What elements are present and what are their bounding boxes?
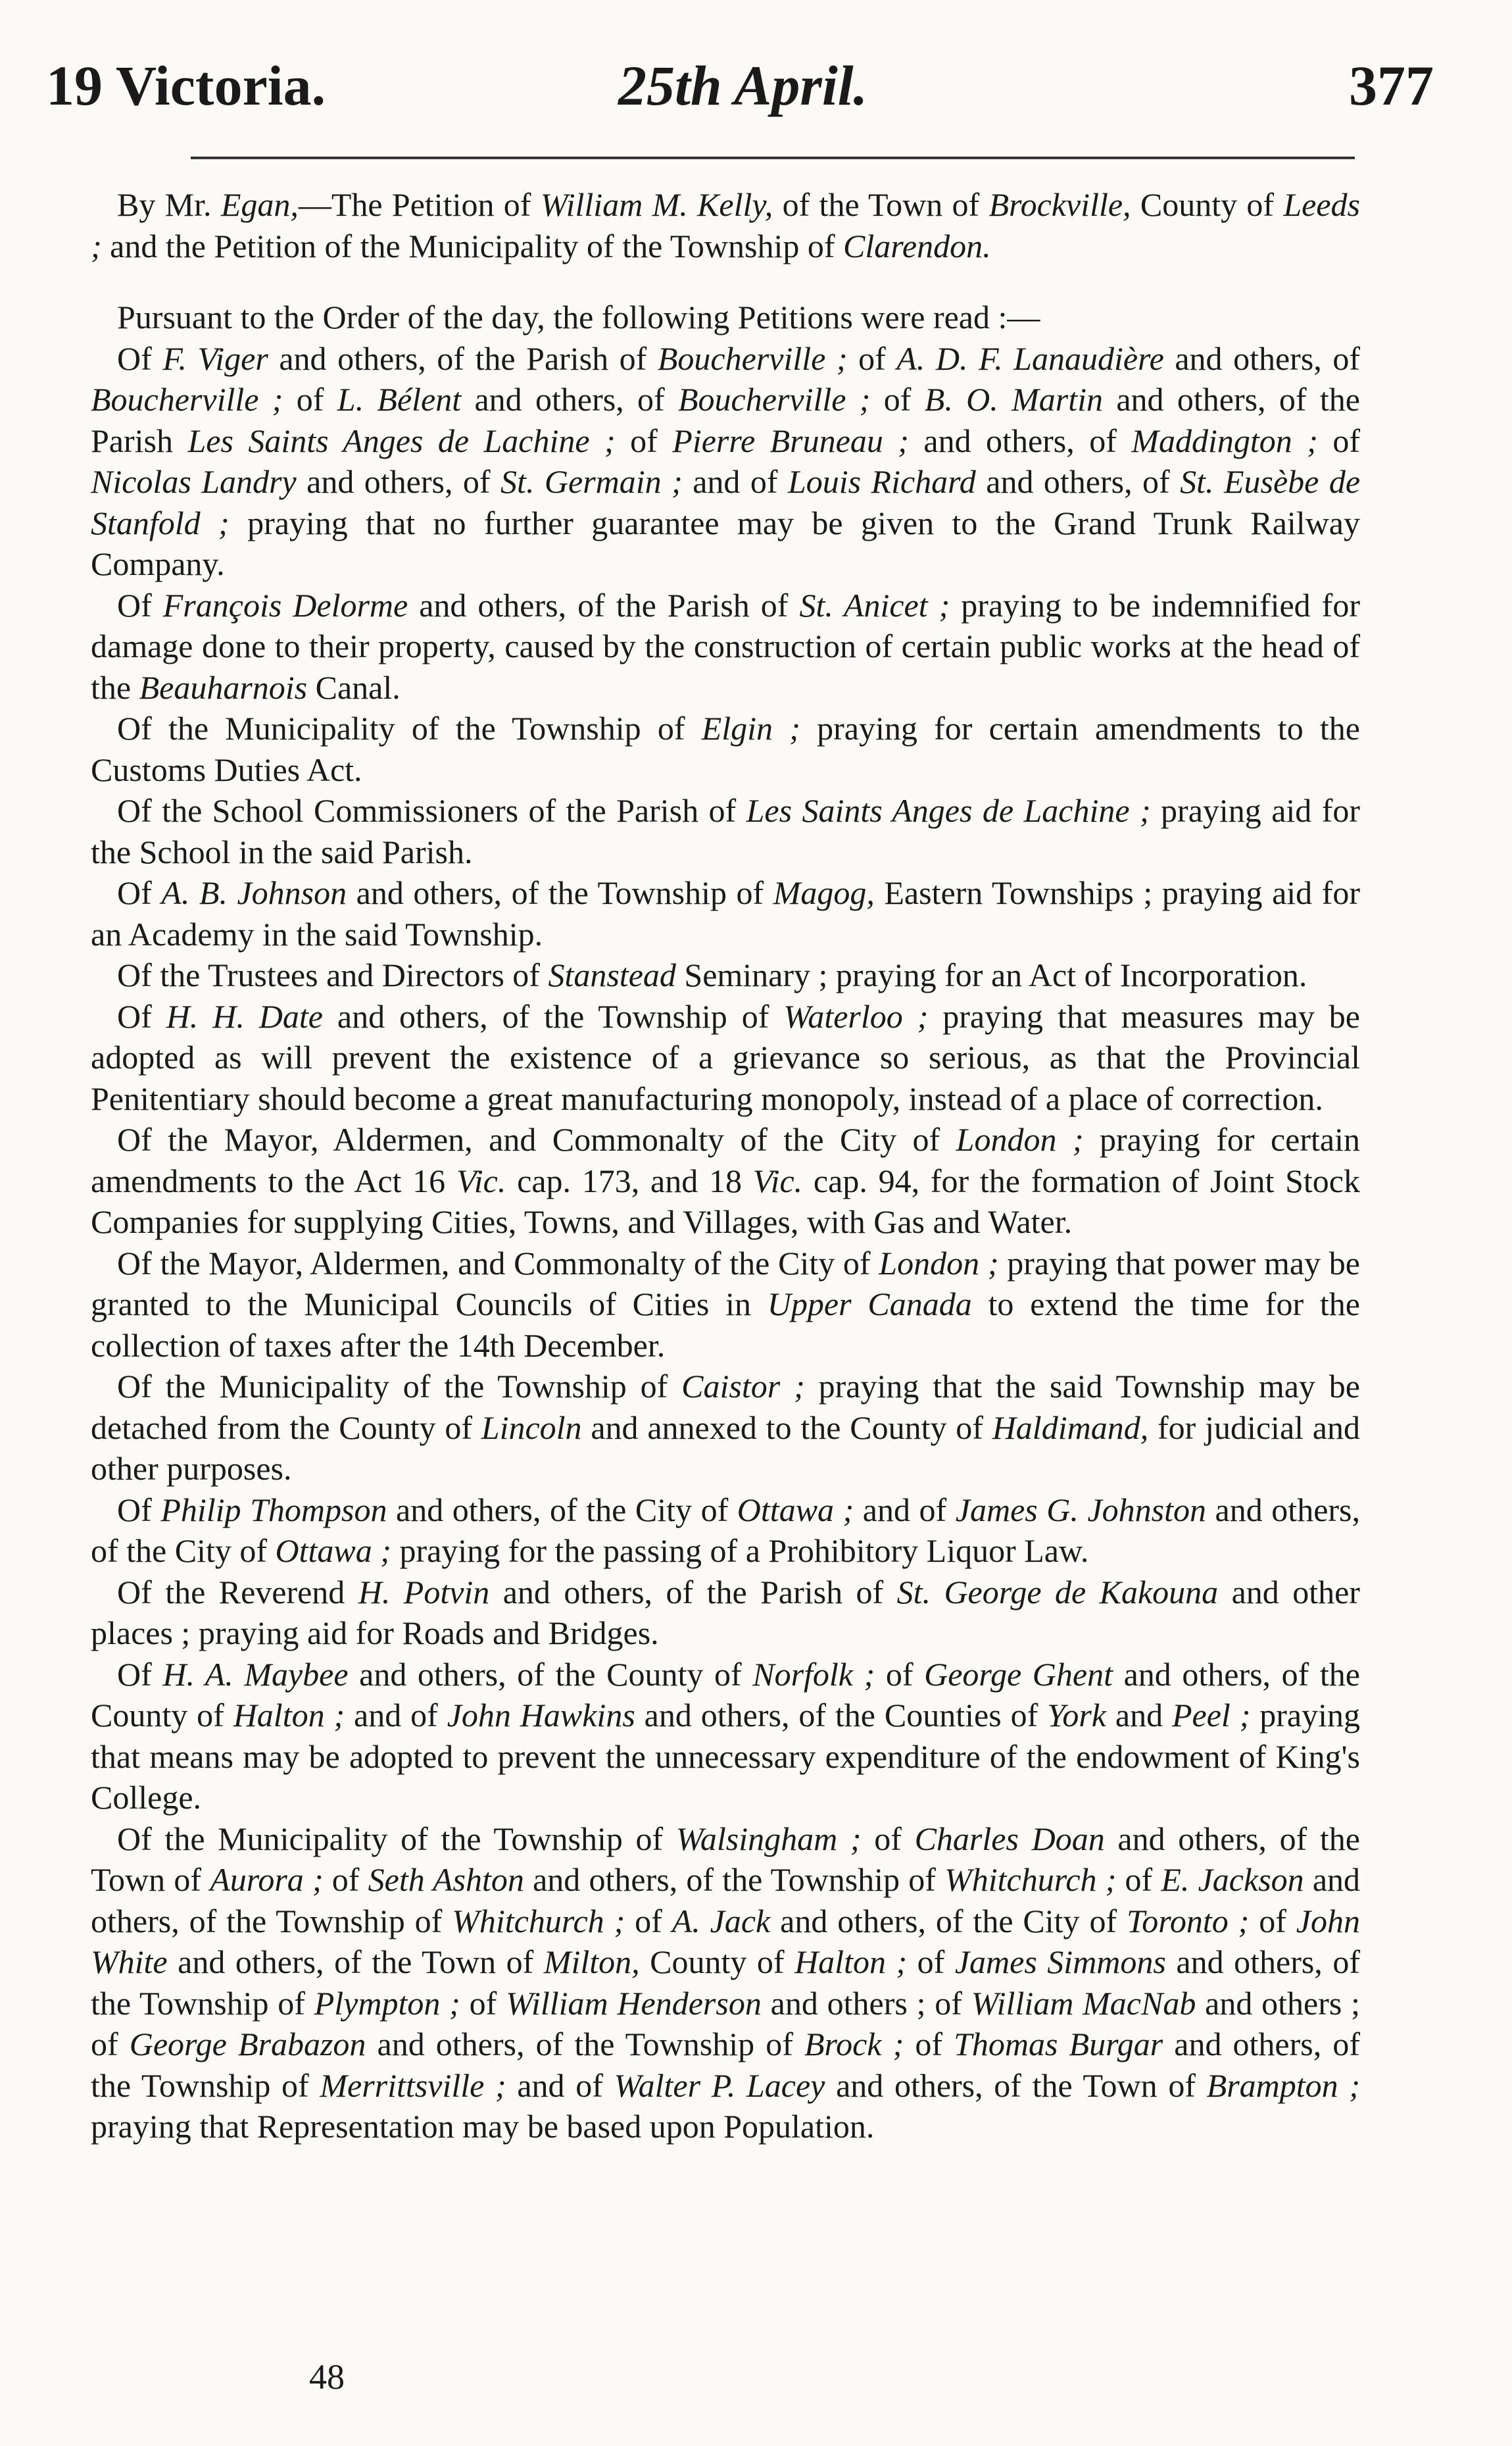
text-run: praying for the passing of a Prohibitory Liquor Law.	[391, 1532, 1089, 1569]
italic-name: John White	[91, 1902, 1360, 1980]
text-run: and others, of the Township of	[91, 2026, 1360, 2104]
italic-name: Waterloo ;	[783, 997, 929, 1035]
italic-name: A. B. Johnson	[161, 874, 347, 911]
italic-name: Walter P. Lacey	[614, 2066, 825, 2104]
italic-name: B. O. Martin	[924, 381, 1103, 418]
text-run: of	[1116, 1861, 1161, 1898]
italic-name: Upper Canada	[767, 1285, 972, 1322]
italic-name: Leeds ;	[91, 186, 1360, 264]
text-run: and others, of the Parish of	[408, 586, 800, 624]
text-run: of	[615, 422, 673, 459]
text-run: of	[625, 1902, 672, 1939]
italic-name: St. Germain ;	[500, 463, 683, 500]
text-run: and others, of the County of	[348, 1655, 753, 1693]
text-run: praying for certain amendments to the Act 16	[91, 1121, 1360, 1199]
text-run: and others, of the Township of	[524, 1861, 945, 1898]
text-run: of	[283, 381, 337, 418]
paragraph	[91, 1366, 1360, 1489]
italic-name: Boucherville ;	[91, 381, 283, 418]
italic-name: William M. Kelly,	[540, 186, 773, 223]
text-run: Of the Trustees and Directors of	[117, 957, 549, 993]
italic-name: George Brabazon	[129, 2026, 366, 2062]
italic-name: Walsingham ;	[675, 1820, 862, 1857]
italic-name: Stanstead	[548, 957, 676, 993]
italic-name: F. Viger	[162, 339, 268, 377]
italic-name: Boucherville ;	[657, 339, 848, 377]
italic-name: Plympton ;	[314, 1984, 460, 2022]
text-run: praying to be indemnified for damage done to their property, caused by the construction of certain public works at the head of the	[91, 586, 1360, 706]
italic-name: William MacNab	[971, 1984, 1196, 2022]
text-run: and of	[682, 463, 788, 500]
text-run: and others, of the City of	[387, 1491, 737, 1528]
italic-name: James G. Johnston	[955, 1491, 1206, 1528]
text-run: and others ; of	[91, 1984, 1360, 2062]
italic-name: Vic.	[752, 1162, 803, 1199]
text-run: Of	[117, 997, 166, 1035]
italic-name: George Ghent	[924, 1655, 1113, 1693]
paragraph	[91, 1243, 1360, 1366]
text-run: and of	[345, 1697, 447, 1734]
text-run: cap. 94, for the formation of Joint Stock Companies for supplying Cities, Towns, and Villages, with Gas and Water.	[91, 1162, 1360, 1240]
text-run: to extend the time for the collection of taxes after the 14th December.	[91, 1285, 1360, 1364]
text-run: and others, of the Township of	[91, 1861, 1361, 1939]
italic-name: Vic.	[456, 1162, 506, 1199]
text-run: and others, of the Parish of	[489, 1573, 897, 1610]
text-run: and others, of the County of	[91, 1655, 1360, 1734]
text-run: and others, of the Counties of	[635, 1697, 1048, 1734]
text-run: Pursuant to the Order of the day, the following Petitions were read :—	[117, 299, 1040, 336]
text-run: of	[870, 381, 925, 418]
italic-name: E. Jackson	[1161, 1861, 1304, 1898]
text-run: of	[861, 1820, 915, 1857]
text-run: Of	[117, 339, 163, 377]
text-run: Of the Municipality of the Township of	[117, 710, 702, 747]
text-run: of	[1317, 422, 1360, 459]
italic-name: Norfolk ;	[752, 1655, 875, 1693]
text-run: praying that Representation may be based upon Population.	[91, 2108, 875, 2145]
italic-name: Pierre Bruneau ;	[672, 422, 909, 459]
italic-name: Elgin ;	[701, 710, 800, 747]
italic-name: Milton,	[543, 1943, 640, 1980]
italic-name: H. A. Maybee	[162, 1655, 349, 1693]
text-run: praying that measures may be adopted as will prevent the existence of a grievance so serious, as that the Provincial Penitentiary should become a great manufacturing monopoly, instead of a place of correction.	[91, 997, 1360, 1117]
italic-name: Merrittsville ;	[320, 2066, 506, 2104]
italic-name: St. Anicet ;	[799, 586, 950, 624]
text-run: and others, of the City of	[91, 1491, 1361, 1569]
text-run: for judicial and other purposes.	[91, 1409, 1361, 1487]
text-run: Of the Mayor, Aldermen, and Commonalty of the City of	[117, 1121, 956, 1158]
text-run: Of	[117, 586, 163, 624]
italic-name: Les Saints Anges de Lachine ;	[746, 792, 1151, 829]
header-rule	[191, 157, 1355, 159]
italic-name: Toronto ;	[1127, 1902, 1250, 1939]
italic-name: John Hawkins	[447, 1697, 635, 1734]
italic-name: Brockville,	[988, 186, 1131, 223]
paragraph	[91, 708, 1360, 790]
italic-name: Beauharnois	[139, 668, 308, 706]
text-run: and annexed to the County of	[581, 1409, 992, 1446]
text-run: of the Town of	[773, 186, 989, 223]
text-run: praying for certain amendments to the Customs Duties Act.	[91, 710, 1360, 788]
text-run: of	[875, 1655, 925, 1693]
journal-body	[91, 184, 1360, 2147]
italic-name: François Delorme	[162, 586, 408, 624]
text-run: —The Petition of	[298, 186, 541, 223]
text-run: and	[1106, 1697, 1172, 1734]
text-run: of	[323, 1861, 368, 1898]
italic-name: Seth Ashton	[368, 1861, 524, 1898]
paragraph	[91, 996, 1360, 1120]
text-run: and others, of the Town of	[91, 1820, 1361, 1898]
text-run: and of	[506, 2066, 614, 2104]
text-run: of	[1249, 1902, 1296, 1939]
italic-name: Whitchurch ;	[944, 1861, 1117, 1898]
paragraph	[91, 297, 1360, 338]
paragraph	[91, 872, 1360, 955]
italic-name: Ottawa ;	[737, 1491, 854, 1528]
italic-name: Brampton ;	[1206, 2066, 1361, 2104]
paragraph	[91, 184, 1360, 266]
text-run: By Mr.	[117, 186, 221, 223]
italic-name: Caistor ;	[681, 1368, 805, 1405]
italic-name: Charles Doan	[914, 1820, 1105, 1857]
italic-name: London ;	[956, 1121, 1084, 1158]
text-run: and others, of	[461, 381, 679, 418]
italic-name: Peel ;	[1172, 1697, 1251, 1734]
italic-name: Thomas Burgar	[954, 2026, 1163, 2062]
text-run: and others, of the City of	[770, 1902, 1127, 1939]
text-run: County of	[1131, 186, 1284, 223]
regnal-year: 19 Victoria.	[46, 54, 326, 117]
text-run: and others, of the Parish	[91, 381, 1360, 459]
text-run: and others, of the Parish of	[268, 339, 658, 377]
italic-name: St. Eusèbe de Stanfold ;	[91, 463, 1361, 541]
text-run: cap. 173, and 18	[506, 1162, 753, 1199]
italic-name: Maddington ;	[1131, 422, 1318, 459]
text-run: Of the Reverend	[117, 1573, 358, 1610]
paragraph	[91, 1818, 1360, 2147]
text-run: and other places ; praying aid for Roads and Bridges.	[91, 1573, 1360, 1651]
text-run: and others, of	[296, 463, 501, 500]
text-run: and others ; of	[761, 1984, 971, 2022]
text-run: praying that the said Township may be detached from the County of	[91, 1368, 1360, 1446]
text-run: of	[460, 1984, 506, 2022]
italic-name: James Simmons	[954, 1943, 1166, 1980]
text-run: and others, of	[1163, 339, 1360, 377]
page-header	[46, 26, 1434, 138]
italic-name: Ottawa ;	[275, 1532, 391, 1569]
text-run: and others, of	[908, 422, 1132, 459]
italic-name: Nicolas Landry	[91, 463, 297, 500]
text-run: Of	[117, 1491, 161, 1528]
italic-name: A. Jack	[671, 1902, 771, 1939]
text-run: and others, of the Township of	[91, 1943, 1360, 2022]
italic-name: Egan,	[220, 186, 299, 223]
italic-name: A. D. F. Lanaudière	[896, 339, 1164, 377]
text-run: of	[904, 2026, 954, 2062]
text-run: praying that power may be granted to the Municipal Councils of Cities in	[91, 1244, 1361, 1322]
text-run: Of the Municipality of the Township of	[117, 1820, 676, 1857]
text-run: of	[907, 1943, 955, 1980]
text-run: praying that means may be adopted to prevent the unnecessary expenditure of the endowment of King's College.	[91, 1697, 1361, 1816]
text-run: Seminary ; praying for an Act of Incorporation.	[675, 957, 1307, 993]
journal-date: 25th April.	[618, 54, 868, 117]
italic-name: Whitchurch ;	[452, 1902, 625, 1939]
text-run: praying aid for the School in the said Parish.	[91, 792, 1360, 870]
italic-name: Aurora ;	[210, 1861, 324, 1898]
italic-name: Haldimand,	[992, 1409, 1149, 1446]
italic-name: H. H. Date	[166, 997, 323, 1035]
text-run: and others, of the Township of	[322, 997, 784, 1035]
italic-name: Lincoln	[481, 1409, 582, 1446]
paragraph	[91, 1119, 1360, 1243]
italic-name: Clarendon.	[843, 227, 991, 264]
text-run: County of	[639, 1943, 795, 1980]
italic-name: London ;	[879, 1244, 999, 1282]
text-run: and others, of the Town of	[167, 1943, 544, 1980]
text-run: praying that no further guarantee may be given to the Grand Trunk Railway Company.	[91, 504, 1360, 582]
text-run: Of the Municipality of the Township of	[117, 1368, 682, 1405]
text-run: Of	[117, 874, 162, 911]
text-run: and others, of the Town of	[825, 2066, 1207, 2104]
italic-name: H. Potvin	[358, 1573, 490, 1610]
italic-name: Louis Richard	[787, 463, 976, 500]
text-run: Canal.	[307, 668, 401, 706]
paragraph	[91, 1489, 1360, 1572]
text-run: Of the Mayor, Aldermen, and Commonalty of the City of	[117, 1244, 879, 1282]
paragraph	[91, 790, 1360, 872]
paragraph	[91, 955, 1360, 996]
italic-name: Boucherville ;	[678, 381, 871, 418]
text-run: and of	[854, 1491, 956, 1528]
italic-name: Halton ;	[233, 1697, 345, 1734]
text-run: Of	[117, 1655, 163, 1693]
page-number: 377	[1349, 54, 1434, 117]
italic-name: L. Bélent	[337, 381, 462, 418]
paragraph	[91, 1654, 1360, 1818]
italic-name: St. George de Kakouna	[896, 1573, 1219, 1610]
paragraph	[91, 585, 1360, 709]
paragraph	[91, 338, 1360, 585]
italic-name: York	[1047, 1697, 1106, 1734]
text-run: of	[847, 339, 897, 377]
paragraph	[91, 1572, 1360, 1654]
text-run: and others, of the Township of	[366, 2026, 804, 2062]
italic-name: Magog,	[773, 874, 875, 911]
text-run: and others, of the Township of	[347, 874, 773, 911]
signature-mark: 48	[309, 2357, 345, 2397]
text-run: Eastern Townships ; praying aid for an Academy in the said Township.	[91, 874, 1360, 953]
text-run: and others, of	[975, 463, 1181, 500]
italic-name: William Henderson	[506, 1984, 762, 2022]
italic-name: Les Saints Anges de Lachine ;	[187, 422, 616, 459]
text-run: Of the School Commissioners of the Parish of	[117, 792, 746, 829]
italic-name: Halton ;	[794, 1943, 908, 1980]
text-run: and the Petition of the Municipality of the Township of	[101, 227, 844, 264]
italic-name: Brock ;	[804, 2026, 904, 2062]
italic-name: Philip Thompson	[160, 1491, 387, 1528]
